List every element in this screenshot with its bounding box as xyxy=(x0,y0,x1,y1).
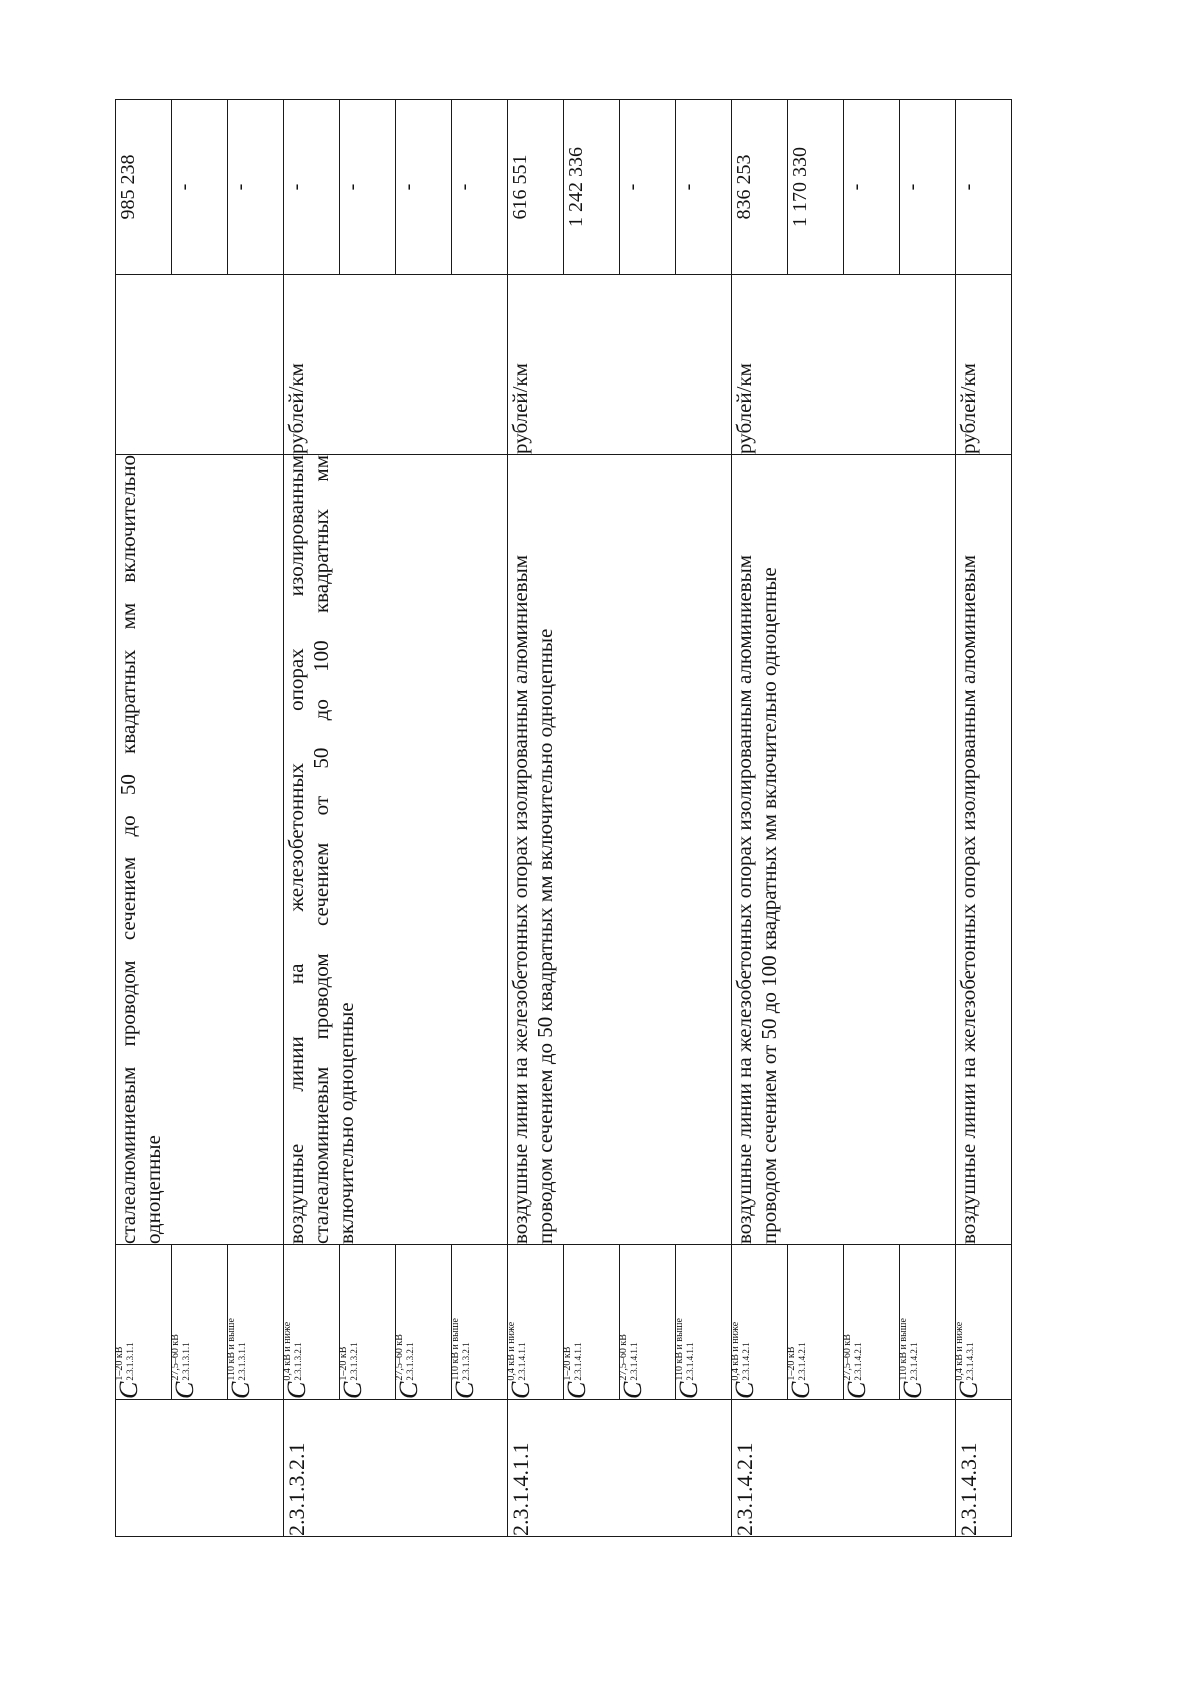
value-cell xyxy=(956,100,1012,275)
formula-symbol: C xyxy=(954,1381,983,1399)
description-line: воздушные линии на железобетонных опорах изолированным алюминиевым xyxy=(956,555,980,1244)
value-cell xyxy=(900,100,956,275)
formula-voltage-superscript: 110 кВ и выше xyxy=(673,1318,685,1381)
formula-index-subscript: 2.3.1.3.2.1 xyxy=(461,1342,472,1381)
price-value: 1 170 330 xyxy=(789,147,811,227)
value-cell xyxy=(172,100,228,275)
table-row xyxy=(284,100,340,1537)
formula-cell xyxy=(785,1245,844,1400)
description-cell xyxy=(284,455,508,1245)
formula-index-subscript: 2.3.1.3.2.1 xyxy=(405,1342,416,1381)
row-code: 2.3.1.4.1.1 xyxy=(508,1442,533,1536)
price-value: - xyxy=(397,183,419,191)
formula-scripts xyxy=(617,1334,640,1381)
formula-voltage-superscript: 0,4 кВ и ниже xyxy=(729,1321,741,1381)
formula-voltage-superscript: 27,5–60 кВ xyxy=(617,1334,629,1381)
formula-scripts xyxy=(393,1334,416,1381)
unit-label: рублей/км xyxy=(508,363,532,454)
price-value: - xyxy=(341,183,363,191)
formula-scripts xyxy=(169,1334,192,1381)
formula-symbol: C xyxy=(226,1381,255,1399)
formula-cell xyxy=(953,1245,1012,1400)
formula-scripts xyxy=(449,1318,472,1381)
formula-scripts xyxy=(897,1318,920,1381)
description-line: сталеалюминиевым проводом сечением от 50 до 100 квадратных мм xyxy=(309,455,333,1244)
table-row xyxy=(116,100,172,1537)
formula-voltage-superscript: 1–20 кВ xyxy=(561,1346,573,1381)
formula-cell xyxy=(897,1245,956,1400)
formula-index-subscript: 2.3.1.3.1.1 xyxy=(237,1342,248,1381)
formula-symbol: C xyxy=(114,1381,143,1399)
price-value: 616 551 xyxy=(509,154,531,220)
unit-cell xyxy=(508,275,732,455)
value-cell xyxy=(284,100,340,275)
formula-voltage-superscript: 27,5–60 кВ xyxy=(393,1334,405,1381)
formula-symbol: C xyxy=(674,1381,703,1399)
formula-index-subscript: 2.3.1.4.2.1 xyxy=(741,1342,752,1381)
value-cell xyxy=(676,100,732,275)
formula-index-subscript: 2.3.1.4.1.1 xyxy=(629,1342,640,1381)
value-cell xyxy=(844,100,900,275)
price-value: - xyxy=(677,183,699,191)
row-code: 2.3.1.4.2.1 xyxy=(732,1442,757,1536)
formula-cell xyxy=(113,1245,172,1400)
formula-cell xyxy=(225,1245,284,1400)
formula-cell xyxy=(841,1245,900,1400)
unit-cell xyxy=(956,275,1012,455)
formula-index-subscript: 2.3.1.4.2.1 xyxy=(909,1342,920,1381)
price-value: - xyxy=(173,183,195,191)
price-value: - xyxy=(285,183,307,191)
description-line: воздушные линии на железобетонных опорах изолированным xyxy=(284,455,308,1244)
description-line: одноцепные xyxy=(141,1135,165,1244)
formula-voltage-superscript: 1–20 кВ xyxy=(337,1346,349,1381)
description-cell xyxy=(956,455,1012,1245)
value-cell xyxy=(564,100,620,275)
formula-index-subscript: 2.3.1.3.1.1 xyxy=(181,1342,192,1381)
formula-voltage-superscript: 1–20 кВ xyxy=(113,1346,125,1381)
formula-cell xyxy=(449,1245,508,1400)
formula-symbol: C xyxy=(282,1381,311,1399)
formula-cell xyxy=(561,1245,620,1400)
formula-scripts xyxy=(561,1342,584,1381)
value-cell xyxy=(116,100,172,275)
formula-cell xyxy=(729,1245,788,1400)
unit-cell xyxy=(116,275,284,455)
value-cell xyxy=(452,100,508,275)
price-value: - xyxy=(453,183,475,191)
formula-symbol: C xyxy=(618,1381,647,1399)
row-code: 2.3.1.3.2.1 xyxy=(284,1442,309,1536)
formula-scripts xyxy=(113,1342,136,1381)
table-row xyxy=(956,100,1012,1537)
description-line: включительно одноцепные xyxy=(334,1002,358,1244)
description-line: проводом сечением до 50 квадратных мм включительно одноцепные xyxy=(533,628,557,1244)
formula-scripts xyxy=(673,1318,696,1381)
description-line: воздушные линии на железобетонных опорах изолированным алюминиевым xyxy=(732,555,756,1244)
value-cell xyxy=(732,100,788,275)
formula-voltage-superscript: 110 кВ и выше xyxy=(449,1318,461,1381)
formula-voltage-superscript: 0,4 кВ и ниже xyxy=(505,1321,517,1381)
description-line: проводом сечением от 50 до 100 квадратных мм включительно одноцепные xyxy=(757,567,781,1244)
code-cell xyxy=(284,1400,508,1537)
formula-voltage-superscript: 110 кВ и выше xyxy=(225,1318,237,1381)
code-cell xyxy=(956,1400,1012,1537)
formula-scripts xyxy=(505,1321,528,1381)
value-cell xyxy=(228,100,284,275)
formula-symbol: C xyxy=(842,1381,871,1399)
formula-cell xyxy=(281,1245,340,1400)
formula-scripts xyxy=(337,1342,360,1381)
formula-scripts xyxy=(785,1342,808,1381)
formula-index-subscript: 2.3.1.4.2.1 xyxy=(797,1342,808,1381)
unit-label: рублей/км xyxy=(732,363,756,454)
formula-index-subscript: 2.3.1.4.3.1 xyxy=(965,1342,976,1381)
price-value: - xyxy=(901,183,923,191)
description-cell xyxy=(116,455,284,1245)
formula-symbol: C xyxy=(506,1381,535,1399)
value-cell xyxy=(396,100,452,275)
formula-cell xyxy=(617,1245,676,1400)
description-cell xyxy=(508,455,732,1245)
description-cell xyxy=(732,455,956,1245)
formula-cell xyxy=(337,1245,396,1400)
price-value: - xyxy=(621,183,643,191)
code-cell xyxy=(116,1400,284,1537)
table-row xyxy=(508,100,564,1537)
price-value: 1 242 336 xyxy=(565,147,587,227)
formula-symbol: C xyxy=(786,1381,815,1399)
formula-cell xyxy=(393,1245,452,1400)
formula-index-subscript: 2.3.1.4.1.1 xyxy=(517,1342,528,1381)
price-value: 836 253 xyxy=(733,154,755,220)
code-cell xyxy=(732,1400,956,1537)
formula-index-subscript: 2.3.1.4.1.1 xyxy=(573,1342,584,1381)
price-value: 985 238 xyxy=(117,154,139,220)
formula-symbol: C xyxy=(730,1381,759,1399)
formula-index-subscript: 2.3.1.3.2.1 xyxy=(349,1342,360,1381)
table-row xyxy=(732,100,788,1537)
formula-cell xyxy=(505,1245,564,1400)
description-line: воздушные линии на железобетонных опорах изолированным алюминиевым xyxy=(508,555,532,1244)
price-value: - xyxy=(957,183,979,191)
unit-label: рублей/км xyxy=(284,363,308,454)
formula-index-subscript: 2.3.1.3.1.1 xyxy=(125,1342,136,1381)
formula-scripts xyxy=(841,1334,864,1381)
formula-cell xyxy=(673,1245,732,1400)
row-code: 2.3.1.4.3.1 xyxy=(956,1442,981,1536)
formula-voltage-superscript: 0,4 кВ и ниже xyxy=(281,1321,293,1381)
formula-voltage-superscript: 27,5–60 кВ xyxy=(841,1334,853,1381)
formula-voltage-superscript: 1–20 кВ xyxy=(785,1346,797,1381)
formula-index-subscript: 2.3.1.3.2.1 xyxy=(293,1342,304,1381)
rotated-table-frame xyxy=(115,100,1011,1537)
description-line: сталеалюминиевым проводом сечением до 50 квадратных мм включительно xyxy=(116,455,140,1244)
formula-symbol: C xyxy=(338,1381,367,1399)
formula-voltage-superscript: 110 кВ и выше xyxy=(897,1318,909,1381)
unit-cell xyxy=(732,275,956,455)
value-cell xyxy=(508,100,564,275)
value-cell xyxy=(788,100,844,275)
formula-scripts xyxy=(281,1321,304,1381)
formula-scripts xyxy=(729,1321,752,1381)
unit-label: рублей/км xyxy=(956,363,980,454)
formula-voltage-superscript: 27,5–60 кВ xyxy=(169,1334,181,1381)
table-body xyxy=(113,100,1012,1537)
formula-scripts xyxy=(953,1321,976,1381)
value-cell xyxy=(340,100,396,275)
formula-voltage-superscript: 0,4 кВ и ниже xyxy=(953,1321,965,1381)
formula-cell xyxy=(169,1245,228,1400)
value-cell xyxy=(620,100,676,275)
formula-symbol: C xyxy=(562,1381,591,1399)
price-value: - xyxy=(229,183,251,191)
table-container xyxy=(115,100,1011,1537)
unit-cell xyxy=(284,275,508,455)
code-cell xyxy=(508,1400,732,1537)
tariff-table xyxy=(115,99,1012,1537)
formula-symbol: C xyxy=(394,1381,423,1399)
formula-symbol: C xyxy=(170,1381,199,1399)
price-value: - xyxy=(845,183,867,191)
formula-index-subscript: 2.3.1.4.1.1 xyxy=(685,1342,696,1381)
formula-index-subscript: 2.3.1.4.2.1 xyxy=(853,1342,864,1381)
formula-symbol: C xyxy=(450,1381,479,1399)
formula-scripts xyxy=(225,1318,248,1381)
formula-symbol: C xyxy=(898,1381,927,1399)
